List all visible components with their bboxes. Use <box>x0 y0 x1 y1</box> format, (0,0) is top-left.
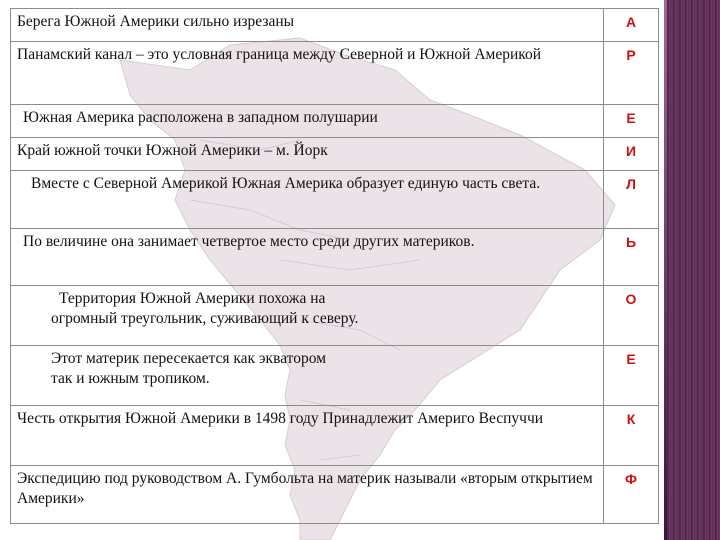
answer-letter: О <box>625 291 637 307</box>
answer-letter: Л <box>626 176 636 192</box>
statement-cell <box>11 138 604 171</box>
statement-cell <box>11 105 604 138</box>
statement-text: Честь открытия Южной Америки в 1498 году Принадлежит Америго Веспуччи <box>17 410 544 427</box>
statement-text: Вместе с Северной Америкой Южная Америка образует единую часть света. <box>31 175 541 192</box>
quiz-table <box>10 8 659 524</box>
answer-letter-cell <box>604 346 659 406</box>
statement-cell <box>11 171 604 229</box>
answer-letter: Ф <box>625 471 637 487</box>
table-row <box>11 346 659 406</box>
statement-cell <box>11 229 604 286</box>
statement-text: огромный треугольник, суживающий к северу. <box>51 310 359 327</box>
table-row <box>11 466 659 524</box>
table-row <box>11 138 659 171</box>
table-row <box>11 286 659 346</box>
statement-cell <box>11 9 604 42</box>
statement-cell <box>11 286 604 346</box>
answer-letter: К <box>626 411 636 427</box>
statement-cell <box>11 466 604 524</box>
statement-text: По величине она занимает четвертое место среди других материков. <box>23 233 475 250</box>
answer-letter: Ь <box>625 234 637 250</box>
statement-text: Край южной точки Южной Америки – м. Йорк <box>17 142 328 159</box>
answer-letter-cell <box>604 105 659 138</box>
answer-letter: Е <box>626 110 636 126</box>
table-row <box>11 105 659 138</box>
statement-text: Экспедицию под руководством А. Гумбольта на материк называли «вторым открытием Америки» <box>17 470 593 507</box>
answer-letter-cell <box>604 42 659 105</box>
answer-letter: А <box>625 14 637 30</box>
answer-letter-cell <box>604 229 659 286</box>
statement-cell <box>11 42 604 105</box>
statement-text: Берега Южной Америки сильно изрезаны <box>17 13 295 30</box>
table-row <box>11 229 659 286</box>
statement-text: так и южным тропиком. <box>51 370 210 387</box>
statement-cell <box>11 406 604 466</box>
table-row <box>11 406 659 466</box>
statement-text: Южная Америка расположена в западном полушарии <box>23 109 378 126</box>
answer-letter-cell <box>604 406 659 466</box>
answer-letter-cell <box>604 9 659 42</box>
table-row <box>11 171 659 229</box>
answer-letter-cell <box>604 466 659 524</box>
statement-text: Этот материк пересекается как экватором <box>51 350 327 367</box>
answer-letter: И <box>625 143 637 159</box>
statement-text: Панамский канал – это условная граница между Северной и Южной Америкой <box>17 46 542 63</box>
answer-letter-cell <box>604 138 659 171</box>
answer-letter: Е <box>626 351 636 367</box>
statement-cell <box>11 346 604 406</box>
answer-letter: Р <box>626 47 636 63</box>
answer-letter-cell <box>604 171 659 229</box>
answer-letter-cell <box>604 286 659 346</box>
table-row <box>11 42 659 105</box>
statement-text: Территория Южной Америки похожа на <box>59 290 326 307</box>
table-row <box>11 9 659 42</box>
